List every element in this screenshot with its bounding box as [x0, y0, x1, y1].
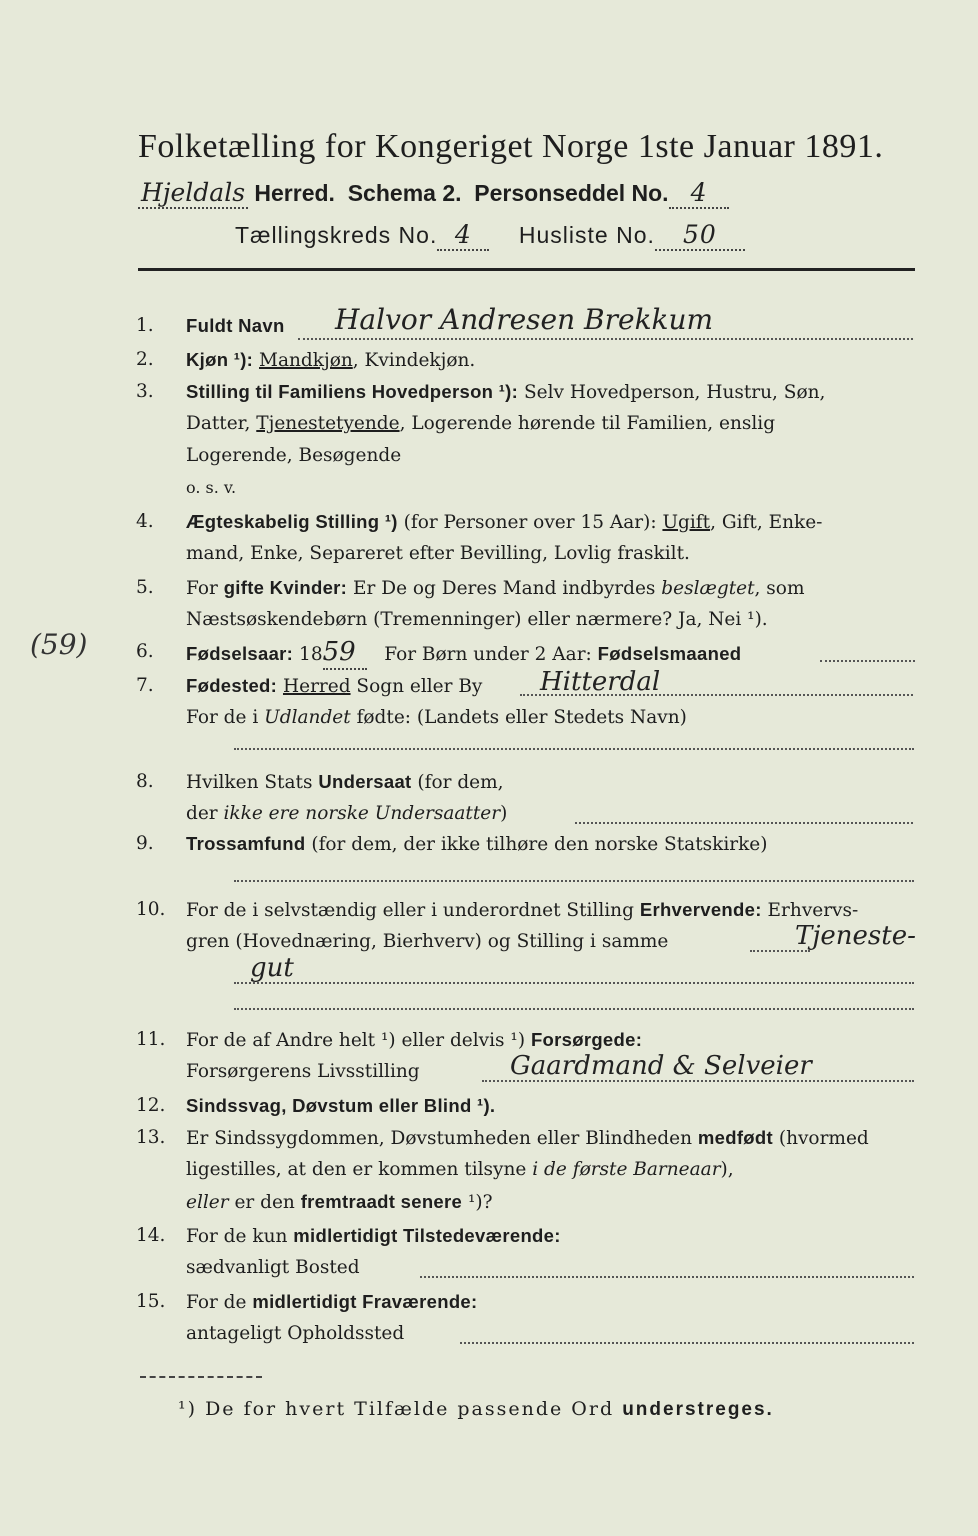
husliste-value: 50 — [655, 220, 745, 251]
temporary-present-label: midlertidigt Tilstedeværende: — [293, 1225, 561, 1246]
item-number: 6. — [136, 641, 154, 662]
family-position-options: Selv Hovedperson, Hustru, Søn, — [518, 382, 826, 403]
text-span: , Logerende hørende til Familien, enslig — [399, 413, 776, 434]
gender-label: Kjøn ¹): — [186, 349, 254, 370]
text-span: (for Personer over 15 Aar): — [397, 512, 663, 533]
text-span: Er Sindssygdommen, Døvstumheden eller Blindheden — [186, 1128, 698, 1149]
text-span: ikke ere norske Undersaatter — [223, 803, 501, 824]
text-span: For de af Andre helt ¹) eller delvis ¹) — [186, 1030, 531, 1051]
text-span: For de i — [186, 707, 265, 728]
servant-option: Tjenestetyende — [256, 413, 400, 434]
family-position-label: Stilling til Familiens Hovedperson ¹): — [186, 381, 519, 402]
text-span: ) — [500, 803, 508, 824]
item-text — [186, 798, 507, 830]
item-text — [186, 310, 285, 343]
kreds-label: Tællingskreds No. — [235, 222, 438, 248]
full-name-value: Halvor Andresen Brekkum — [335, 303, 714, 336]
religion-line — [234, 880, 914, 882]
item-number: 2. — [136, 349, 154, 370]
item-text — [186, 702, 687, 734]
birth-year-label: Fødselsaar: — [186, 643, 294, 664]
occupation-value-2: gut — [250, 953, 294, 983]
item-text — [186, 670, 482, 703]
item-number: 14. — [136, 1225, 166, 1246]
item-text — [186, 894, 858, 927]
personseddel-label: Personseddel No. — [474, 180, 669, 206]
probable-residence-line — [460, 1342, 914, 1344]
text-span: (for dem, der ikke tilhøre den norske Statskirke) — [305, 834, 768, 855]
text-span: Er De og Deres Mand indbyrdes — [347, 578, 662, 599]
footnote-rule — [140, 1376, 262, 1378]
occupation-line-3 — [234, 1008, 914, 1010]
text-span: Hvilken Stats — [186, 772, 319, 793]
footnote-marker: ¹) — [178, 1398, 198, 1420]
item-number: 1. — [136, 315, 154, 336]
footnote-bold: understreges. — [622, 1399, 774, 1420]
later-onset-label: fremtraadt senere — [300, 1191, 463, 1212]
text-span: ligestilles, at den er kommen tilsyne — [186, 1159, 533, 1180]
item-text — [186, 828, 767, 861]
item-number: 3. — [136, 381, 154, 402]
herred-value: Hjeldals — [138, 178, 248, 209]
text-span: For Børn under 2 Aar: — [384, 644, 598, 665]
item-text — [186, 766, 504, 799]
item-text — [186, 408, 775, 440]
text-span: Datter, — [186, 413, 257, 434]
form-title: Folketælling for Kongeriget Norge 1ste Januar 1891. — [138, 128, 884, 165]
item-number: 9. — [136, 833, 154, 854]
margin-note: (59) — [30, 628, 88, 661]
text-span: er den — [228, 1192, 301, 1213]
birth-year-prefix: 18 — [299, 644, 323, 665]
item-text — [186, 1286, 478, 1319]
item-number: 10. — [136, 899, 166, 920]
text-span: For de kun — [186, 1226, 294, 1247]
full-name-line — [298, 338, 913, 340]
item-text: sædvanligt Bosted — [186, 1257, 360, 1278]
item-number: 15. — [136, 1291, 166, 1312]
personseddel-value: 4 — [669, 178, 729, 209]
temporary-absent-label: midlertidigt Fraværende: — [252, 1291, 478, 1312]
text-span: For de i selvstændig eller i underordnet Stilling — [186, 900, 640, 921]
occupation-label: Erhvervende: — [639, 899, 762, 920]
citizenship-label: Undersaat — [318, 771, 412, 792]
item-text: o. s. v. — [186, 478, 237, 497]
marital-label: Ægteskabelig Stilling ¹) — [186, 511, 398, 532]
husliste-label: Husliste No. — [518, 222, 655, 248]
item-text: Logerende, Besøgende — [186, 445, 402, 466]
text-span: For — [186, 578, 224, 599]
birthplace-value: Hitterdal — [540, 667, 661, 697]
herred-label: Herred. — [254, 180, 335, 206]
item-number: 5. — [136, 577, 154, 598]
item-text: gren (Hovednæring, Bierhverv) og Stilling i samme — [186, 931, 669, 952]
item-text: Forsørgerens Livsstilling — [186, 1061, 420, 1082]
text-span: beslægtet — [661, 578, 755, 599]
occupation-line-2 — [234, 982, 914, 984]
birth-month-label: Fødselsmaaned — [597, 643, 742, 664]
text-span: Udlandet — [264, 707, 351, 728]
herred-line — [138, 178, 729, 209]
item-text — [186, 376, 825, 409]
footnote — [178, 1398, 774, 1421]
gender-rest: , Kvindekjøn. — [352, 350, 476, 371]
citizenship-line — [575, 822, 913, 824]
text-span: ¹)? — [462, 1192, 493, 1213]
item-text: antageligt Opholdssted — [186, 1323, 405, 1344]
text-span: , som — [754, 578, 805, 599]
item-text: mand, Enke, Separeret efter Bevilling, Lovlig fraskilt. — [186, 543, 690, 564]
header-rule — [138, 268, 915, 271]
married-women-label: gifte Kvinder: — [223, 577, 348, 598]
item-text — [186, 1154, 734, 1186]
congenital-label: medfødt — [697, 1127, 773, 1148]
birthplace-label: Fødested: — [186, 675, 278, 696]
item-text — [186, 506, 822, 539]
item-number: 12. — [136, 1095, 166, 1116]
text-span: For de — [186, 1292, 253, 1313]
text-span: Sogn eller By — [350, 676, 483, 697]
text-span: , Gift, Enke- — [710, 512, 823, 533]
religion-label: Trossamfund — [186, 833, 306, 854]
text-span: Erhvervs- — [761, 900, 859, 921]
disability-label: Sindssvag, Døvstum eller Blind ¹). — [186, 1095, 496, 1116]
item-text — [186, 1186, 493, 1219]
full-name-label: Fuldt Navn — [186, 315, 285, 336]
item-text — [186, 1122, 869, 1155]
item-number: 11. — [136, 1029, 166, 1050]
footnote-text: De for hvert Tilfælde passende Ord — [197, 1398, 623, 1420]
unmarried-option: Ugift — [662, 512, 711, 533]
text-span: (for dem, — [411, 772, 504, 793]
kreds-value: 4 — [437, 220, 489, 251]
text-span: fødte: (Landets eller Stedets Navn) — [350, 707, 687, 728]
supported-label: Forsørgede: — [530, 1029, 643, 1050]
usual-residence-line — [420, 1276, 914, 1278]
item-number: 13. — [136, 1127, 166, 1148]
occupation-value-1: Tjeneste- — [795, 921, 916, 951]
text-span: i de første Barneaar — [532, 1159, 721, 1180]
birth-year-value: 59 — [323, 636, 367, 670]
item-text — [186, 1220, 561, 1253]
text-span: (hvormed — [772, 1128, 869, 1149]
kreds-line — [235, 220, 745, 251]
item-text — [186, 572, 804, 605]
gender-male-option: Mandkjøn — [259, 350, 353, 371]
item-text: Næstsøskendebørn (Tremenninger) eller nærmere? Ja, Nei ¹). — [186, 609, 768, 630]
schema-label: Schema 2. — [347, 180, 462, 206]
text-span: der — [186, 803, 224, 824]
item-text — [186, 344, 475, 377]
foreign-birthplace-line — [234, 748, 914, 750]
item-number: 8. — [136, 771, 154, 792]
item-number: 7. — [136, 675, 154, 696]
text-span: eller — [186, 1192, 229, 1213]
item-number: 4. — [136, 511, 154, 532]
provider-value: Gaardmand & Selveier — [510, 1051, 812, 1081]
birth-month-line — [820, 660, 915, 662]
text-span: ), — [720, 1159, 734, 1180]
herred-option: Herred — [282, 676, 351, 697]
